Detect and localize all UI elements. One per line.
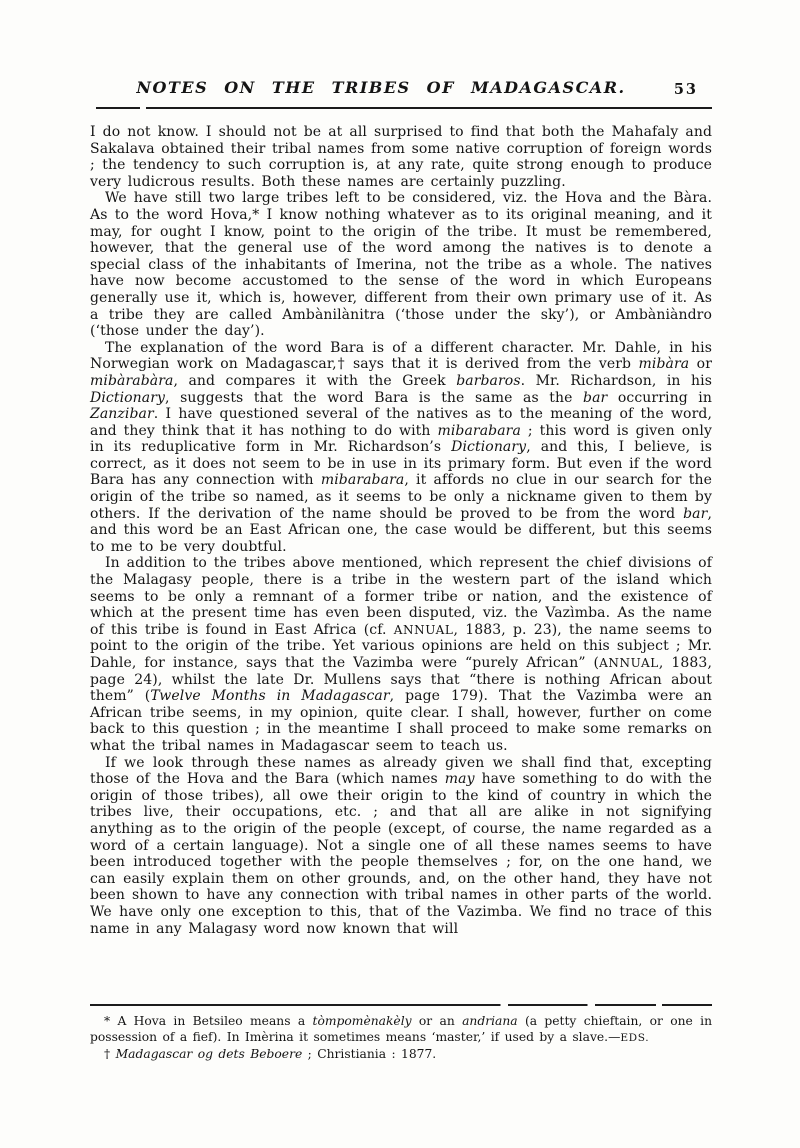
text-run: † [104, 1046, 116, 1061]
text-run: We have still two large tribes left to be considered, viz. the Hova and the Bàra. As to the word Hova,* I know nothing whatever as to its original meaning, and it may, for ought I know, point to the origin of the tribe. It must be remembered, however, that the general use of the word among the natives is to denote a special class of the inhabitants of Imerina, not the tribe as a whole. The natives have now become accustomed to the sense of the word in which Europeans generally use it, which is, however, different from their own primary use of it. As a tribe they are called Ambànilànitra (‘those under the sky’), or Ambàniàndro (‘those under the day’). [90, 190, 712, 340]
italic-text-run: bar [683, 505, 708, 522]
text-run: If we look through these names as already given we shall find that, excepting those of the Hova and the Bara (which names [90, 754, 712, 788]
footnote [90, 1014, 712, 1047]
italic-text-run: Dictionary [451, 439, 527, 456]
text-run: or an [411, 1014, 463, 1028]
italic-text-run: Dictionary [90, 389, 166, 406]
text-run: , 1883, p. 23), the name seems to point to the origin of the tribe. Yet various opinions are held on this subject ; Mr. Dahle, for instance, says that the Vazimba were “purely African” ( [90, 621, 712, 671]
italic-text-run: tòmpomènakèly [312, 1014, 412, 1028]
header-rule [96, 107, 712, 109]
text-run: have something to do with the origin of those tribes), all owe their origin to the kind of country in which the tribes live, their occupations, etc. ; and that all are alike in not signifying anything as to the origin of the people (except, of course, the name regarded as a word of a certain language). Not a single one of all these names seems to have been introduced together with the people themselves ; for, on the one hand, we can easily explain them on other grounds, and, on the other hand, they have not been shown to have any connection with tribal names in other parts of the world. We have only one exception to this, that of the Vazimba. We find no trace of this name in any Malagasy word now known that will [90, 771, 712, 937]
text-run: , page 179). That the Vazimba were an African tribe seems, in my opinion, quite clear. I shall, however, further on come back to this question ; in the meantime I shall proceed to make some remarks on what the tribal names in Madagascar seem to teach us. [90, 688, 713, 754]
text-run: , and this word be an East African one, the case would be different, but this seems to me to be very doubtful. [90, 505, 712, 555]
text-run: In addition to the tribes above mentioned, which represent the chief divisions of the Malagasy people, there is a tribe in the western part of the island which seems to be only a remnant of a former tribe or nation, and the existence of which at the present time has even been disputed, viz. the Vazìmba. As the name of this tribe is found in East Africa (cf. [90, 555, 712, 638]
paragraph [90, 555, 712, 754]
text-run: ; this word is given only in its reduplicative form in Mr. Richardson’s [90, 422, 712, 456]
smallcaps-text-run: ANNUAL [393, 622, 454, 637]
text-run: The explanation of the word Bara is of a different character. Mr. Dahle, in his Norwegian work on Madagascar,† says that it is derived from the verb [90, 339, 712, 373]
text-run: or [689, 356, 712, 373]
running-header [90, 78, 712, 102]
italic-text-run: mibarabara [437, 422, 521, 439]
italic-text-run: Madagascar og dets Beboere [115, 1046, 303, 1061]
paragraph [90, 124, 712, 190]
text-run: . I have questioned several of the natives as to the meaning of the word, and they think that it has nothing to do with [90, 406, 712, 439]
italic-text-run: andriana [462, 1014, 518, 1028]
text-run: (a petty chieftain, or one in possession of a fief). In Imèrina it sometimes means ‘master,’ if used by a slave.— [90, 1014, 713, 1044]
text-run: . Mr. Richardson, in his [520, 372, 712, 389]
paragraph [90, 755, 712, 938]
footnotes-list [90, 1014, 712, 1062]
text-run: , 1883, page 24), whilst the late Dr. Mullens says that “there is nothing African about them” ( [90, 655, 712, 705]
text-run: , it affords no clue in our search for the origin of the tribe so named, as it seems to be only a nickname given to them by others. If the derivation of the name should be proved to be from the word [90, 472, 713, 522]
text-run: , and this, I believe, is correct, as it does not seem to be in use in its primary form. But even if the word Bara has any connection with [90, 439, 712, 489]
page-body [90, 124, 712, 937]
text-run: , and compares it with the Greek [173, 372, 457, 389]
page-number: 53 [673, 81, 698, 98]
italic-text-run: mibàrabàra [90, 372, 174, 389]
paragraph [90, 340, 712, 556]
smallcaps-text-run: EDS. [620, 1031, 650, 1044]
footnote-rule [90, 1004, 712, 1006]
italic-text-run: Zanzibar [90, 406, 154, 423]
italic-text-run: mibarabara [320, 472, 405, 489]
smallcaps-text-run: ANNUAL [599, 656, 659, 670]
footnote-section [90, 1004, 712, 1062]
text-run: * A Hova in Betsileo means a [104, 1014, 313, 1028]
italic-text-run: may [444, 771, 475, 788]
italic-text-run: bar [583, 389, 608, 406]
text-column [90, 78, 712, 937]
text-run: I do not know. I should not be at all surprised to find that both the Mahafaly and Sakalava obtained their tribal names from some native corruption of foreign words ; the tendency to such corruption is, at any rate, quite strong enough to produce very ludicrous results. Both these names are certainly puzzling. [90, 124, 712, 190]
italic-text-run: barbaros [456, 372, 521, 389]
text-run: , suggests that the word Bara is the same as the [165, 389, 584, 406]
footnote [90, 1047, 712, 1063]
text-run: occurring in [607, 389, 712, 406]
italic-text-run: Twelve Months in Madagascar [150, 688, 390, 705]
paragraph [90, 190, 712, 339]
italic-text-run: mibàra [638, 356, 690, 373]
text-run: ; Christiania : 1877. [302, 1046, 437, 1061]
page-title: NOTES ON THE TRIBES OF MADAGASCAR. [136, 78, 626, 97]
